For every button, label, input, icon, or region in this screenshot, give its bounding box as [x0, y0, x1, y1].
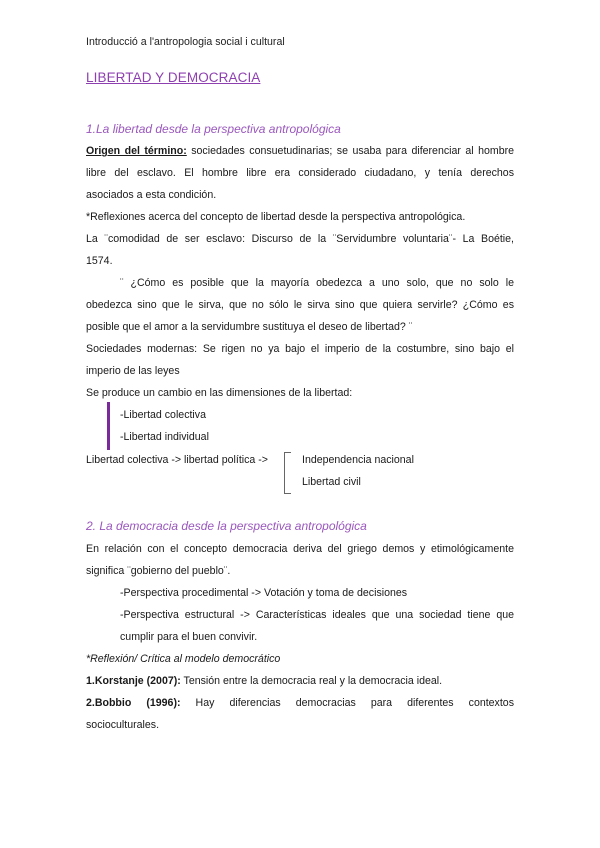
boetie-line-2: 1574.	[86, 255, 113, 267]
intro-line-2: significa ¨gobierno del pueblo¨.	[86, 565, 231, 577]
bracket-shape	[284, 452, 291, 494]
dimension-item: -Libertad colectiva	[120, 409, 206, 421]
modern-line-1: Sociedades modernas: Se rigen no ya bajo el imperio de la costumbre, sino bajo el	[86, 343, 514, 355]
document-title: LIBERTAD Y DEMOCRACIA	[86, 70, 261, 85]
origin-text: sociedades consuetudinarias; se usaba para diferenciar al hombre	[186, 145, 515, 157]
boetie-line-1: La ¨comodidad de ser esclavo: Discurso de la ¨Servidumbre voluntaria¨- La Boétie,	[86, 233, 514, 245]
origin-label: Origen del término:	[86, 145, 187, 157]
quote-line-3: posible que el amor a la servidumbre sustituya el deseo de libertad? ¨	[86, 321, 413, 333]
political-item: Libertad civil	[302, 476, 361, 488]
collective-chain: Libertad colectiva -> libertad política ->	[86, 454, 268, 466]
reference-1	[86, 675, 442, 687]
section2-heading: 2. La democracia desde la perspectiva antropológica	[86, 519, 367, 533]
origin-line-1	[86, 145, 514, 157]
quote-line-1: ¨ ¿Cómo es posible que la mayoría obedezca a uno solo, que no solo le	[120, 277, 514, 289]
reference-2-text: Hay diferencias democracias para diferentes contextos	[180, 697, 514, 709]
reference-1-text: Tensión entre la democracia real y la democracia ideal.	[180, 675, 443, 687]
dimension-item: -Libertad individual	[120, 431, 209, 443]
reference-2-line-1	[86, 697, 514, 709]
intro-line-1: En relación con el concepto democracia deriva del griego demos y etimológicamente	[86, 543, 514, 555]
reference-2-label: 2.Bobbio (1996):	[86, 697, 181, 709]
modern-line-2: imperio de las leyes	[86, 365, 180, 377]
perspective-procedural: -Perspectiva procedimental -> Votación y toma de decisiones	[120, 587, 408, 599]
section1-heading: 1.La libertad desde la perspectiva antropológica	[86, 122, 341, 136]
running-header: Introducció a l'antropologia social i cultural	[86, 36, 285, 48]
reference-1-label: 1.Korstanje (2007):	[86, 675, 181, 687]
list-accent-bar	[107, 402, 110, 450]
reflections-note: *Reflexiones acerca del concepto de libertad desde la perspectiva antropológica.	[86, 211, 466, 223]
perspective-structural-1: -Perspectiva estructural -> Características ideales que una sociedad tiene que	[120, 609, 514, 621]
perspective-structural-2: cumplir para el buen convivir.	[120, 631, 258, 643]
political-item: Independencia nacional	[302, 454, 414, 466]
quote-line-2: obedezca sino que le sirva, que no sólo le sirva sino que quiera servirle? ¿Cómo es	[86, 299, 514, 311]
origin-line-2: libre del esclavo. El hombre libre era considerado ciudadano, y tenía derechos	[86, 167, 514, 179]
origin-line-3: asociados a esta condición.	[86, 189, 217, 201]
reference-2-line-2: socioculturales.	[86, 719, 160, 731]
reflection-note: *Reflexión/ Crítica al modelo democrático	[86, 653, 281, 665]
change-statement: Se produce un cambio en las dimensiones de la libertad:	[86, 387, 353, 399]
